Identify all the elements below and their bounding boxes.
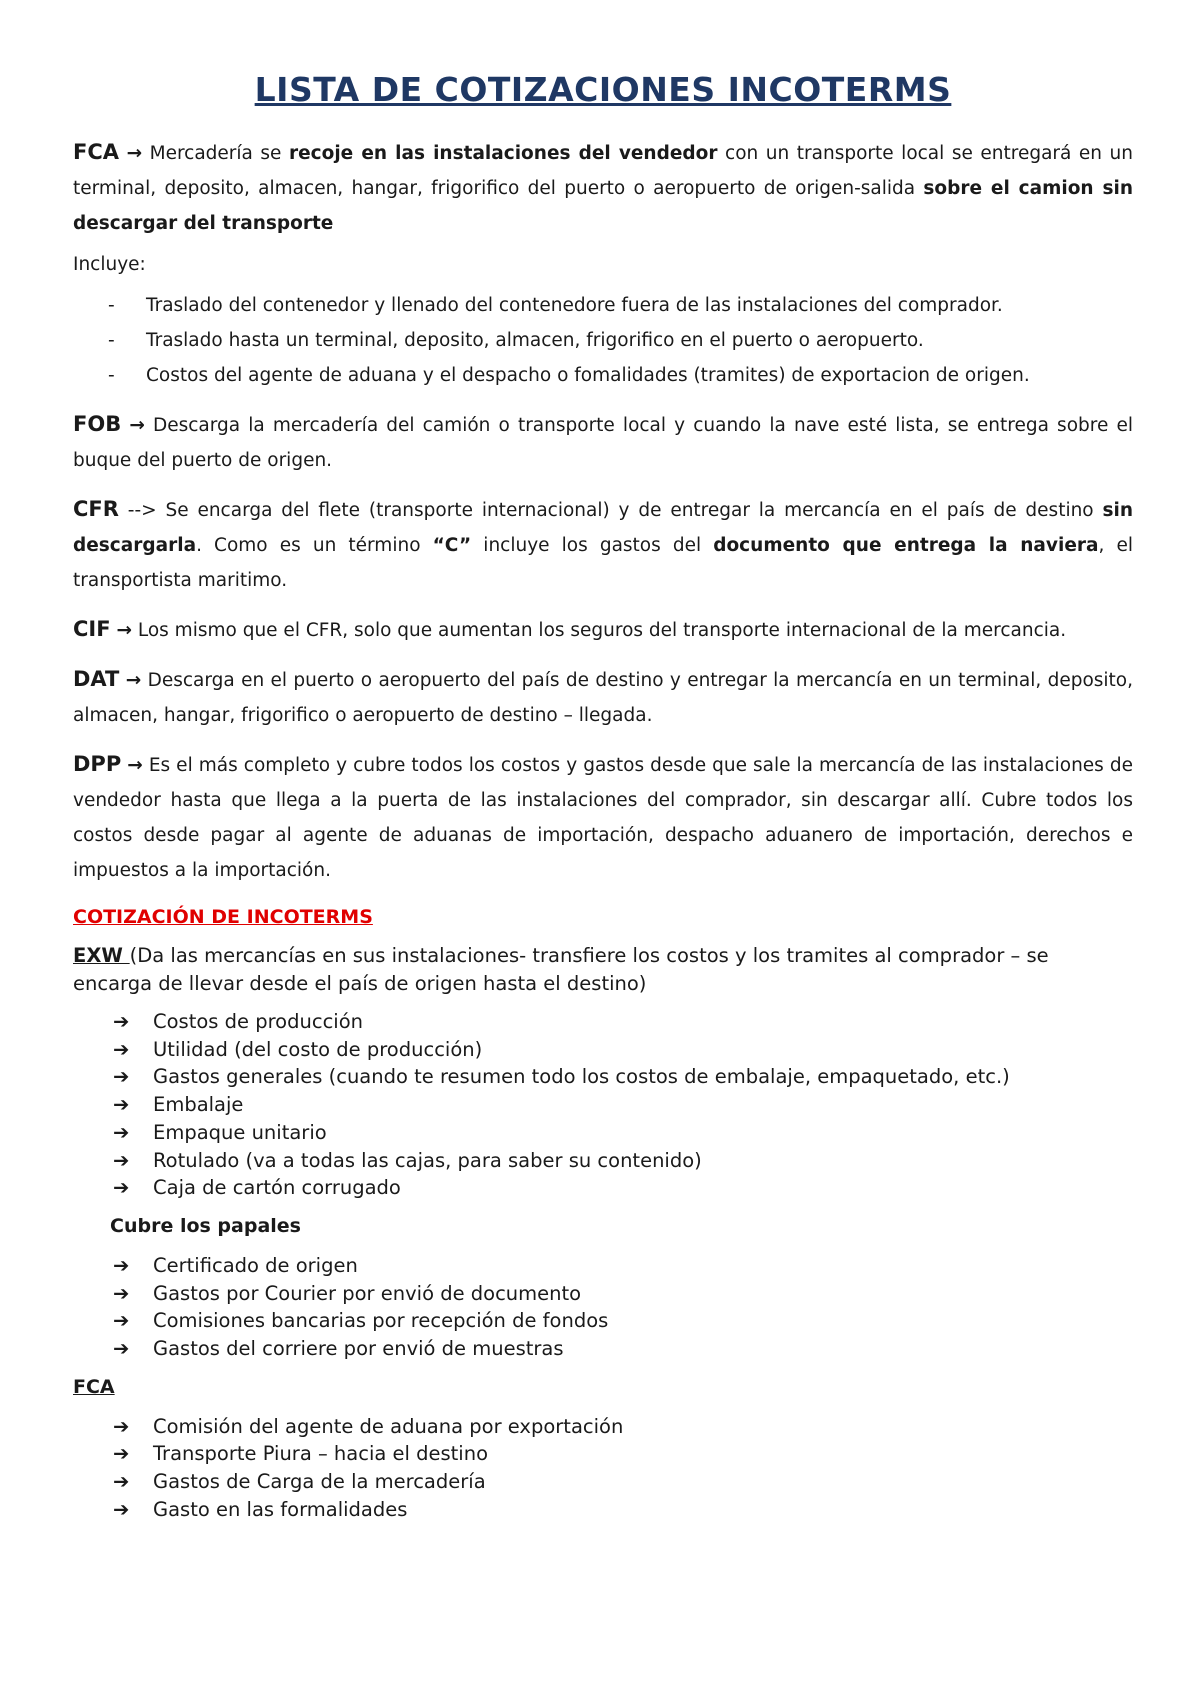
cfr-text-1: Se encarga del flete (transporte internacional) y de entregar la mercancía en el país de destino bbox=[156, 500, 1103, 521]
fca-bold-1: recoje en las instalaciones del vendedor bbox=[288, 143, 718, 164]
list-item bbox=[73, 1174, 1133, 1202]
arrow-bullet-icon: ➔ bbox=[113, 1281, 130, 1305]
list-item bbox=[73, 1496, 1133, 1524]
dash-bullet: - bbox=[108, 330, 115, 351]
dpp-term: DPP bbox=[73, 752, 122, 776]
list-item bbox=[73, 1119, 1133, 1147]
list-item bbox=[73, 1036, 1133, 1064]
dat-term: DAT bbox=[73, 667, 120, 691]
arrow-icon: → bbox=[125, 670, 142, 691]
list-item-text: Traslado del contenedor y llenado del contenedore fuera de las instalaciones del comprador. bbox=[146, 295, 1003, 316]
cfr-bold-3: documento que entrega la naviera bbox=[713, 535, 1099, 556]
list-item-text: Rotulado (va a todas las cajas, para saber su contenido) bbox=[153, 1148, 702, 1172]
arrow-bullet-icon: ➔ bbox=[113, 1037, 130, 1061]
fob-term: FOB bbox=[73, 412, 122, 436]
dash-bullet: - bbox=[108, 295, 115, 316]
arrow-icon: → bbox=[116, 620, 132, 641]
fca-section-heading: FCA bbox=[73, 1375, 115, 1398]
arrow-bullet-icon: ➔ bbox=[113, 1414, 130, 1438]
dpp-paragraph bbox=[73, 747, 1133, 888]
document-page bbox=[73, 70, 1133, 1534]
cfr-bold-1: sin descargarla bbox=[73, 500, 1134, 556]
cfr-bold-2: “C” bbox=[432, 535, 472, 556]
arrow-bullet-icon: ➔ bbox=[113, 1176, 130, 1200]
document-title: LISTA DE COTIZACIONES INCOTERMS bbox=[254, 70, 952, 109]
list-item-text: Certificado de origen bbox=[153, 1253, 358, 1277]
list-item bbox=[73, 1335, 1133, 1363]
list-item-text: Utilidad (del costo de producción) bbox=[153, 1037, 483, 1061]
fob-paragraph bbox=[73, 407, 1133, 478]
arrow-bullet-icon: ➔ bbox=[113, 1093, 130, 1117]
cfr-text-4: , el transportista maritimo. bbox=[73, 535, 1133, 591]
arrow-bullet-icon: ➔ bbox=[113, 1309, 130, 1333]
list-item-text: Empaque unitario bbox=[153, 1120, 327, 1144]
cubre-list bbox=[73, 1252, 1133, 1363]
list-item-text: Gasto en las formalidades bbox=[153, 1497, 408, 1521]
list-item bbox=[73, 1252, 1133, 1280]
cubre-heading: Cubre los papales bbox=[110, 1214, 301, 1237]
arrow-icon: → bbox=[129, 415, 145, 436]
fca-text-2: con un transporte local se entregará en un terminal, deposito, almacen, hangar, frigorifico del puerto o aeropuerto de origen-salida bbox=[73, 143, 1133, 199]
list-item-text: Costos del agente de aduana y el despacho o fomalidades (tramites) de exportacion de origen. bbox=[146, 365, 1030, 386]
arrow-bullet-icon: ➔ bbox=[113, 1010, 130, 1033]
fob-text: Descarga la mercadería del camión o transporte local y cuando la nave esté lista, se entrega sobre el buque del puerto de origen. bbox=[73, 415, 1133, 471]
cotizacion-heading: COTIZACIÓN DE INCOTERMS bbox=[73, 906, 373, 928]
list-item bbox=[73, 323, 1133, 358]
arrow-bullet-icon: ➔ bbox=[113, 1120, 130, 1144]
list-item bbox=[73, 1440, 1133, 1468]
dash-bullet: - bbox=[108, 365, 115, 386]
arrow-icon: → bbox=[126, 143, 143, 164]
cif-text: Los mismo que el CFR, solo que aumentan los seguros del transporte internacional de la mercancia. bbox=[131, 620, 1067, 641]
incluye-label: Incluye: bbox=[73, 254, 146, 275]
exw-paragraph bbox=[73, 942, 1133, 998]
list-item bbox=[73, 358, 1133, 393]
list-item bbox=[73, 1063, 1133, 1091]
list-item bbox=[73, 1091, 1133, 1119]
list-item bbox=[73, 1468, 1133, 1496]
list-item-text: Traslado hasta un terminal, deposito, almacen, frigorifico en el puerto o aeropuerto. bbox=[146, 330, 924, 351]
list-item bbox=[73, 1008, 1133, 1036]
list-item bbox=[73, 288, 1133, 323]
exw-term: EXW bbox=[73, 944, 130, 967]
list-item-text: Gastos del corriere por envió de muestras bbox=[153, 1337, 564, 1361]
fca-paragraph bbox=[73, 135, 1133, 241]
cfr-arrow: --> bbox=[118, 500, 157, 521]
list-item-text: Gastos generales (cuando te resumen todo los costos de embalaje, empaquetado, etc.) bbox=[153, 1065, 1010, 1089]
list-item-text: Costos de producción bbox=[153, 1010, 363, 1033]
list-item-text: Gastos de Carga de la mercadería bbox=[153, 1470, 486, 1494]
list-item-text: Gastos por Courier por envió de documento bbox=[153, 1281, 582, 1305]
cfr-text-2: . Como es un término bbox=[196, 535, 433, 556]
list-item-text: Comisiones bancarias por recepción de fondos bbox=[153, 1309, 609, 1333]
cif-paragraph bbox=[73, 612, 1133, 648]
arrow-bullet-icon: ➔ bbox=[113, 1470, 130, 1494]
fca-text-1: Mercadería se bbox=[142, 143, 289, 164]
cfr-text-3: incluye los gastos del bbox=[471, 535, 714, 556]
list-item-text: Comisión del agente de aduana por exportación bbox=[153, 1414, 624, 1438]
list-item-text: Caja de cartón corrugado bbox=[153, 1176, 401, 1200]
cif-term: CIF bbox=[73, 617, 111, 641]
exw-text: (Da las mercancías en sus instalaciones- transfiere los costos y los tramites al comprador – se encarga de llevar desde el país de origen hasta el destino) bbox=[73, 944, 1049, 995]
fca-costs-list bbox=[73, 1413, 1133, 1524]
list-item bbox=[73, 1413, 1133, 1441]
list-item bbox=[73, 1307, 1133, 1335]
fca-term: FCA bbox=[73, 140, 120, 164]
arrow-bullet-icon: ➔ bbox=[113, 1253, 130, 1277]
incluye-list bbox=[73, 288, 1133, 393]
cfr-paragraph bbox=[73, 492, 1133, 598]
dat-text: Descarga en el puerto o aeropuerto del país de destino y entregar la mercancía en un terminal, deposito, almacen, hangar, frigorifico o aeropuerto de destino – llegada. bbox=[73, 670, 1133, 726]
arrow-bullet-icon: ➔ bbox=[113, 1337, 130, 1361]
arrow-bullet-icon: ➔ bbox=[113, 1148, 130, 1172]
arrow-icon: → bbox=[127, 755, 143, 776]
list-item bbox=[73, 1147, 1133, 1175]
list-item-text: Transporte Piura – hacia el destino bbox=[153, 1442, 489, 1466]
arrow-bullet-icon: ➔ bbox=[113, 1442, 130, 1466]
arrow-bullet-icon: ➔ bbox=[113, 1497, 130, 1521]
list-item bbox=[73, 1280, 1133, 1308]
exw-list bbox=[73, 1008, 1133, 1202]
dat-paragraph bbox=[73, 662, 1133, 733]
cfr-term: CFR bbox=[73, 497, 119, 521]
dpp-text: Es el más completo y cubre todos los costos y gastos desde que sale la mercancía de las instalaciones de vendedor hasta que llega a la puerta de las instalaciones del comprador, sin descargar allí. Cubre todos los costos desde pagar al agente de aduanas de importación, despacho aduanero de importación, derechos e impuestos a la importación. bbox=[73, 755, 1133, 881]
fca-bold-2: sobre el camion sin descargar del transporte bbox=[73, 178, 1133, 234]
list-item-text: Embalaje bbox=[153, 1093, 244, 1117]
arrow-bullet-icon: ➔ bbox=[113, 1065, 130, 1089]
